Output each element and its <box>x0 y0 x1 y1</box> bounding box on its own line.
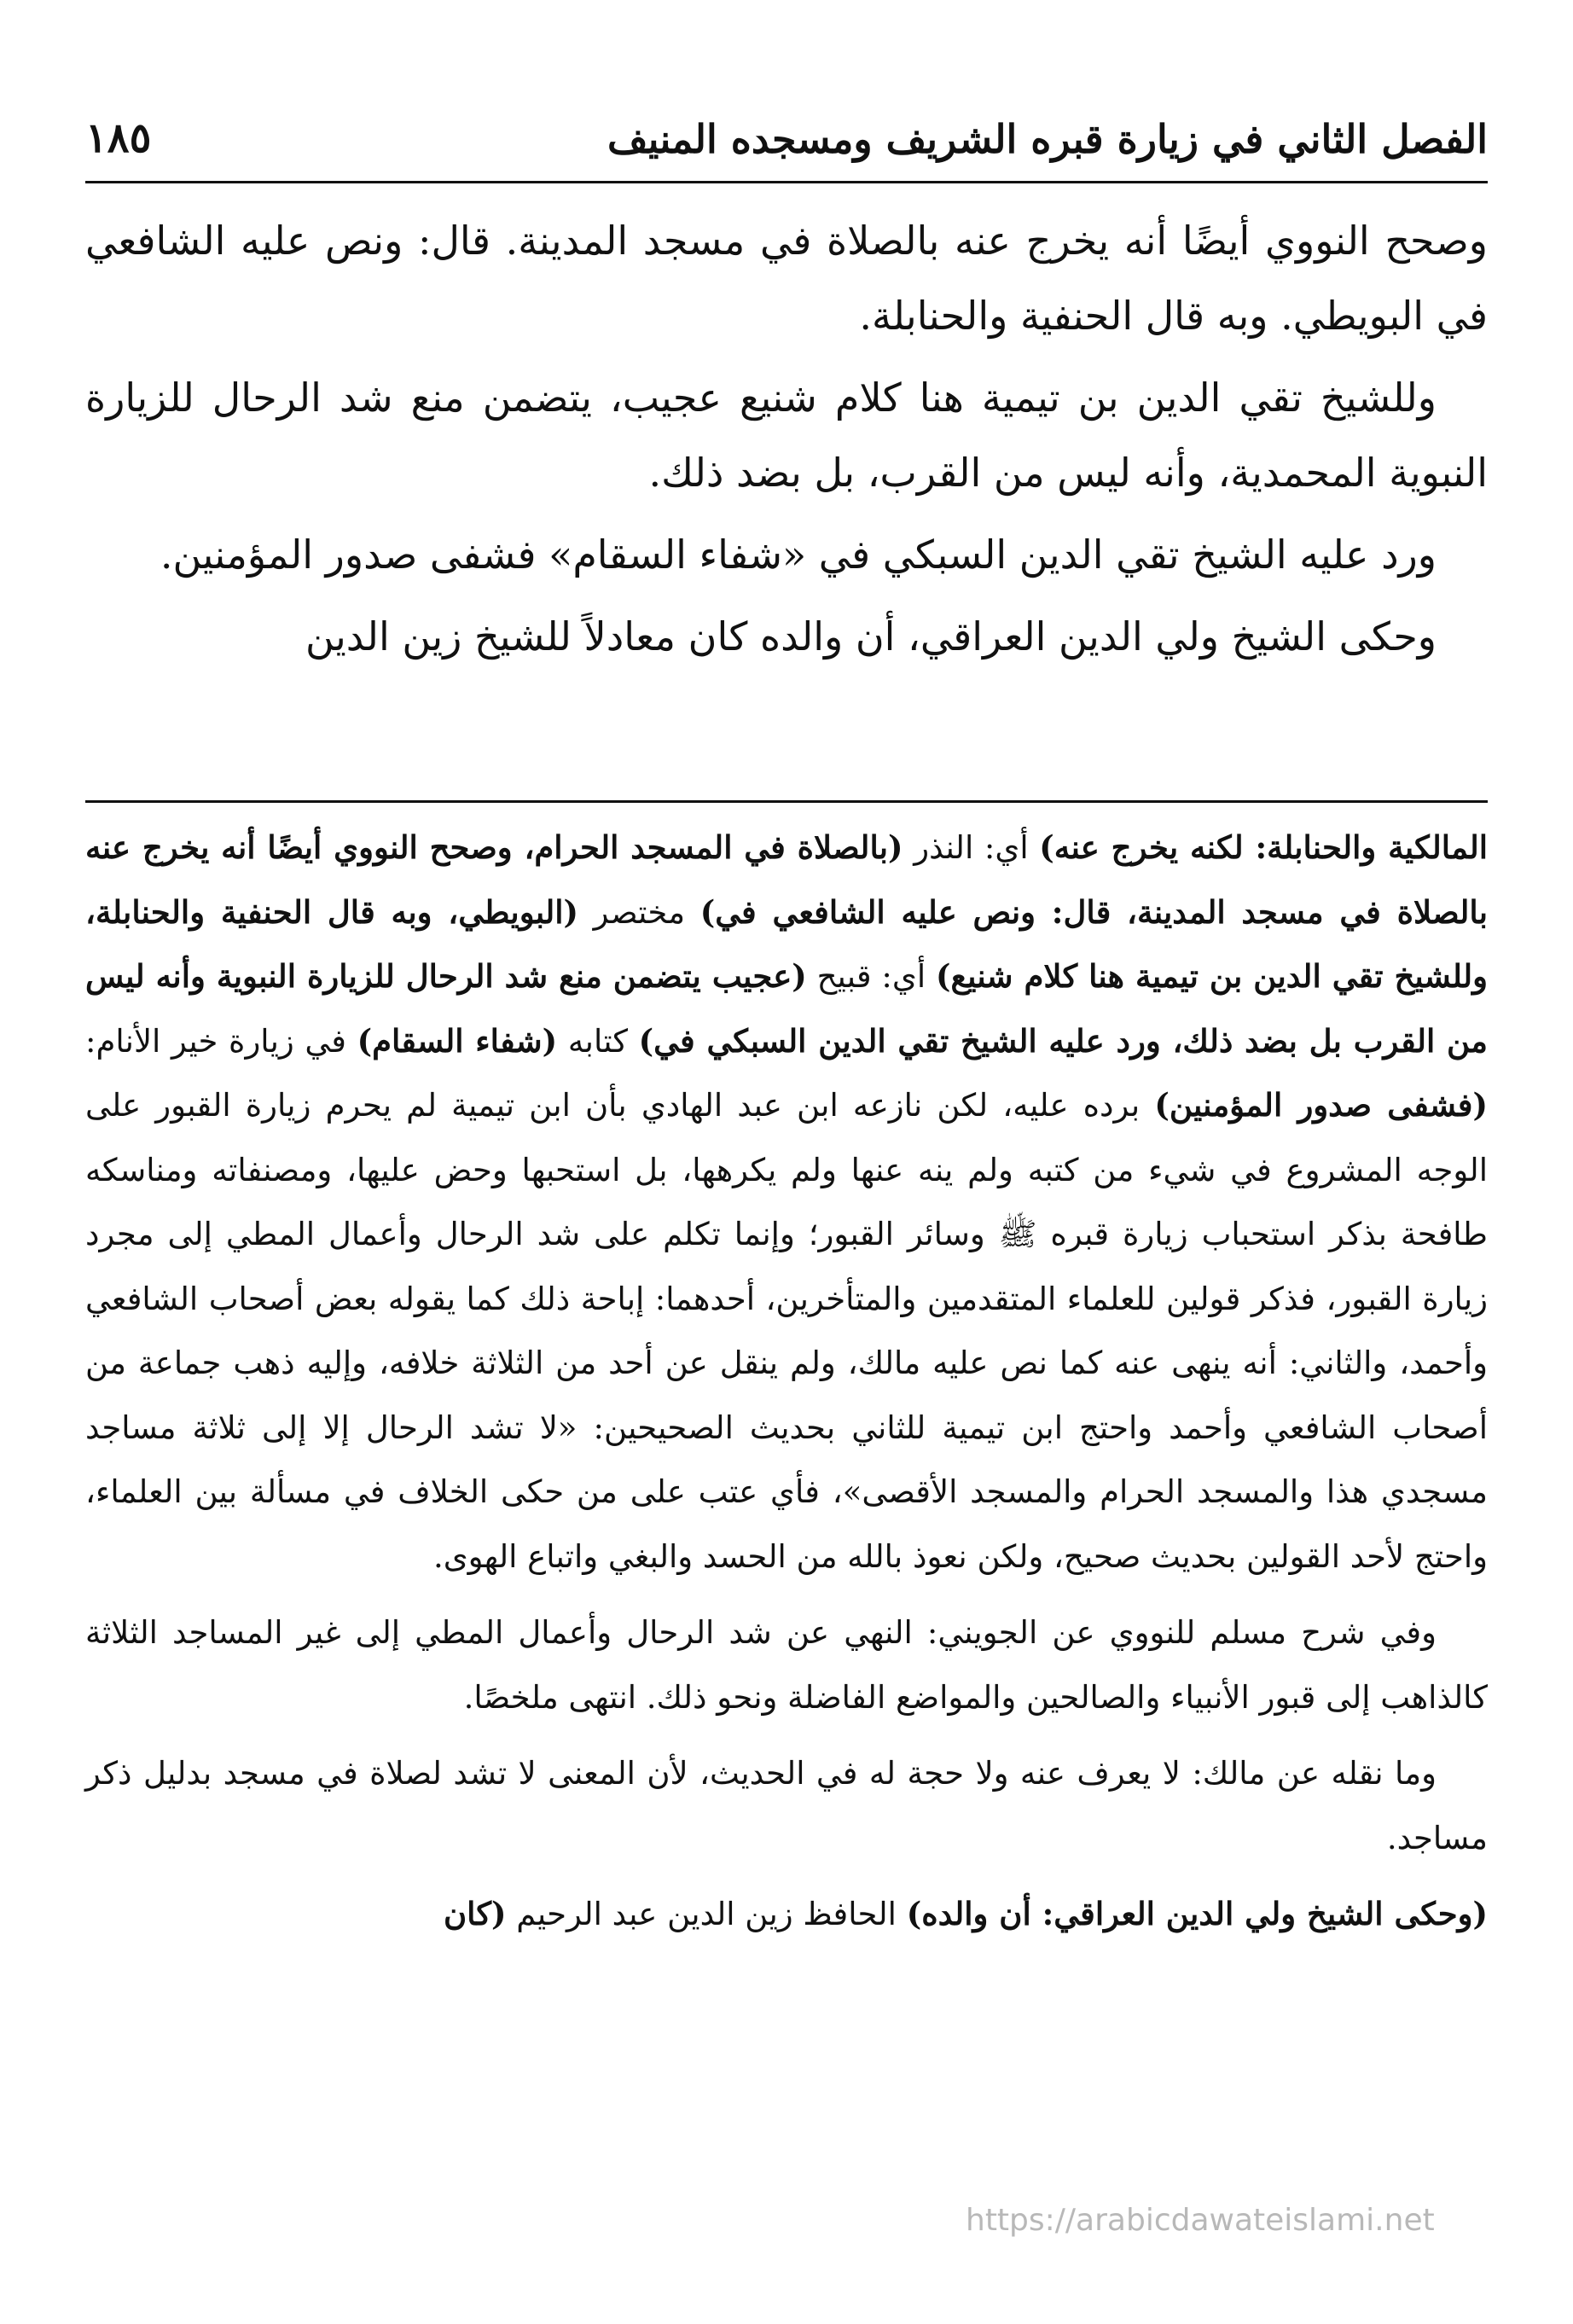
quoted-text: (وحكى الشيخ ولي الدين العراقي: أن والده) <box>906 1895 1488 1932</box>
commentary-paragraph-2: وفي شرح مسلم للنووي عن الجويني: النهي عن شد الرحال وأعمال المطي إلى غير المساجد الثلاثة كالذاهب إلى قبور الأنبياء والصالحين والمواضع الفاضلة ونحو ذلك. انتهى ملخصًا. <box>85 1614 1488 1716</box>
commentary-text-run: أي: قبيح <box>806 958 936 995</box>
main-paragraph-3: ورد عليه الشيخ تقي الدين السبكي في «شفاء السقام» فشفى صدور المؤمنين. <box>160 532 1437 578</box>
commentary-divider <box>85 800 1488 803</box>
quoted-text: (فشفى صدور المؤمنين) <box>1154 1086 1488 1124</box>
main-text <box>85 203 1488 681</box>
quoted-text: (البويطي، وبه قال الحنفية والحنابلة، وللشيخ تقي الدين بن تيمية هنا كلام شنيع) <box>85 892 1488 995</box>
commentary-text-run: في زيارة خير الأنام: <box>85 1022 357 1060</box>
commentary-paragraph-1 <box>85 816 1488 1589</box>
commentary-paragraph-4 <box>85 1882 1488 1947</box>
watermark-url: https://arabicdawateislami.net <box>966 2203 1435 2238</box>
quoted-text: (عجيب يتضمن منع شد الرحال للزيارة النبوية وأنه ليس من القرب بل بضد ذلك، ورد عليه الشيخ تقي الدين السبكي في) <box>85 957 1488 1060</box>
page-number: ١٨٥ <box>85 114 152 162</box>
commentary-paragraph-3: وما نقله عن مالك: لا يعرف عنه ولا حجة له في الحديث، لأن المعنى لا تشد لصلاة في مسجد بدليل ذكر مساجد. <box>85 1755 1488 1856</box>
quoted-text: (شفاء السقام) <box>357 1021 558 1060</box>
commentary-text <box>85 816 1488 1959</box>
commentary-text-run: أي: النذر <box>903 829 1040 866</box>
main-paragraph-2: وللشيخ تقي الدين بن تيمية هنا كلام شنيع عجيب، يتضمن منع شد الرحال للزيارة النبوية المحمدية، وأنه ليس من القرب، بل بضد ذلك. <box>85 375 1488 496</box>
quoted-text: (بالصلاة في المسجد الحرام، وصحح النووي أيضًا أنه يخرج عنه بالصلاة في مسجد المدينة، قال: ونص عليه الشافعي في) <box>85 828 1488 931</box>
header-divider <box>85 181 1488 183</box>
commentary-text-run: مختصر <box>578 893 700 931</box>
commentary-text-run: الحافظ زين الدين عبد الرحيم <box>506 1896 907 1932</box>
commentary-text-run: برده عليه، لكن نازعه ابن عبد الهادي بأن ابن تيمية لم يحرم زيارة القبور على الوجه المشروع في شيء من كتبه ولم ينه عنها ولم يكرهها، بل استحبها وحض عليها، ومصنفاته ومناسكه طافحة بذكر استحباب زيارة قبره ﷺ وسائر القبور؛ وإنما تكلم على شد الرحال وأعمال المطي إلى مجرد زيارة القبور، فذكر قولين للعلماء المتقدمين والمتأخرين، أحدهما: إباحة ذلك كما يقوله بعض أصحاب الشافعي وأحمد، والثاني: أنه ينهى عنه كما نص عليه مالك، ولم ينقل عن أحد من الثلاثة خلافه، وإليه ذهب جماعة من أصحاب الشافعي وأحمد واحتج ابن تيمية للثاني بحديث الصحيحين: «لا تشد الرحال إلا إلى ثلاثة مساجد مسجدي هذا والمسجد الحرام والمسجد الأقصى»، فأي عتب على من حكى الخلاف في مسألة بين العلماء، واحتج لأحد القولين بحديث صحيح، ولكن نعوذ بالله من الحسد والبغي واتباع الهوى. <box>85 1087 1488 1575</box>
page-header <box>85 102 1488 162</box>
main-paragraph-4: وحكى الشيخ ولي الدين العراقي، أن والده كان معادلاً للشيخ زين الدين <box>305 613 1437 659</box>
quoted-text: المالكية والحنابلة: لكنه يخرج عنه) <box>1039 828 1488 866</box>
quoted-text: (كان <box>443 1895 507 1932</box>
main-paragraph-1: وصحح النووي أيضًا أنه يخرج عنه بالصلاة في مسجد المدينة. قال: ونص عليه الشافعي في البويطي. وبه قال الحنفية والحنابلة. <box>85 218 1488 339</box>
running-title: الفصل الثاني في زيارة قبره الشريف ومسجده المنيف <box>607 116 1488 162</box>
commentary-text-run: كتابه <box>557 1022 639 1060</box>
